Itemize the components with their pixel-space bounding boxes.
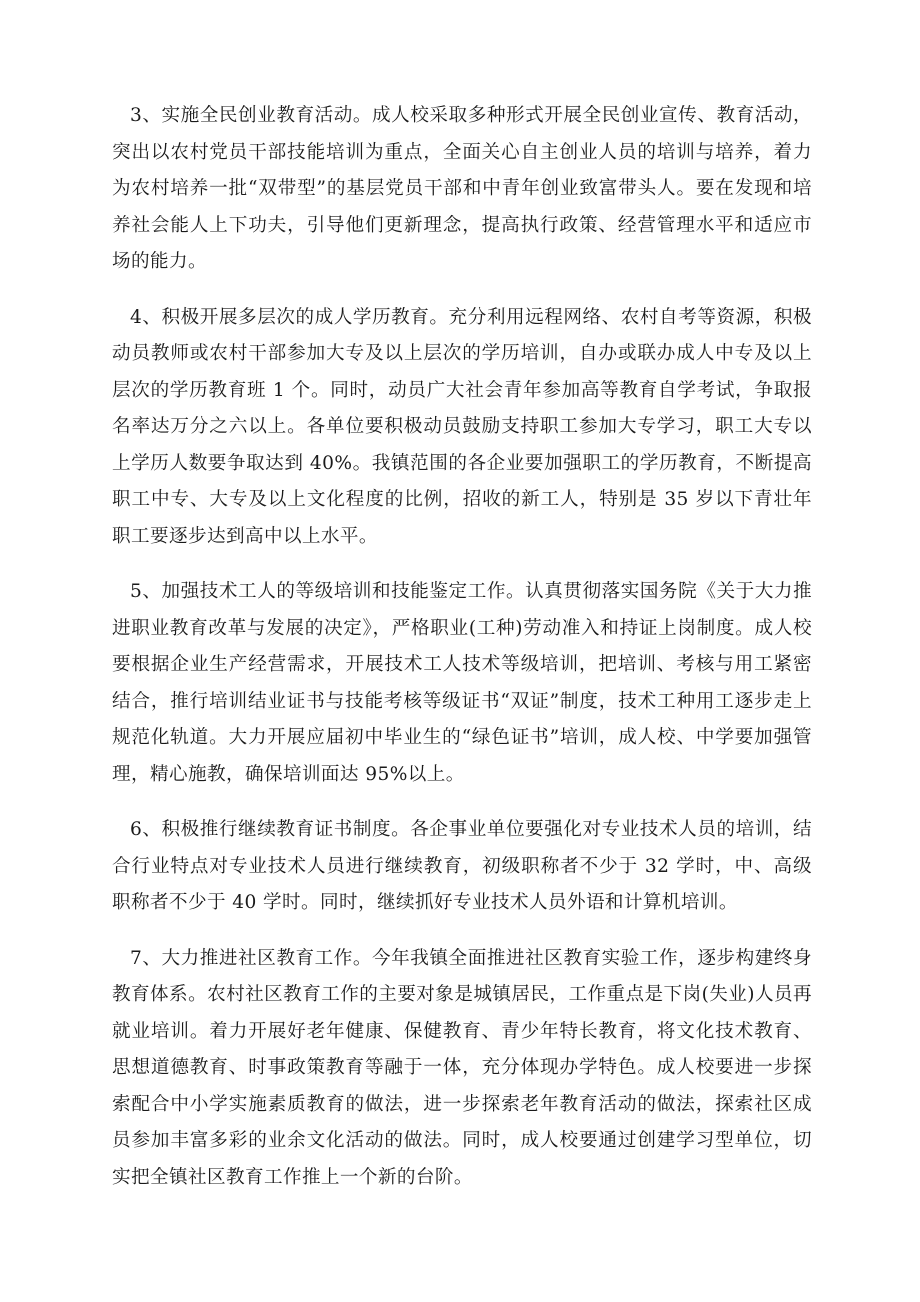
- paragraph-item-5: 5、加强技术工人的等级培训和技能鉴定工作。认真贯彻落实国务院《关于大力推进职业教育改革与发展的决定》，严格职业(工种)劳动准入和持证上岗制度。成人校要根据企业生产经营需求，开展技术工人技术等级培训，把培训、考核与用工紧密结合，推行培训结业证书与技能考核等级证书“双证”制度，技术工种用工逐步走上规范化轨道。大力开展应届初中毕业生的“绿色证书”培训，成人校、中学要加强管理，精心施教，确保培训面达 95%以上。: [112, 581, 812, 785]
- paragraph-item-7: 7、大力推进社区教育工作。今年我镇全面推进社区教育实验工作，逐步构建终身教育体系。农村社区教育工作的主要对象是城镇居民，工作重点是下岗(失业)人员再就业培训。着力开展好老年健康、保健教育、青少年特长教育，将文化技术教育、思想道德教育、时事政策教育等融于一体，充分体现办学特色。成人校要进一步探索配合中小学实施素质教育的做法，进一步探索老年教育活动的做法，探索社区成员参加丰富多彩的业余文化活动的做法。同时，成人校要通过创建学习型单位，切实把全镇社区教育工作推上一个新的台阶。: [112, 947, 812, 1188]
- paragraph-item-4: 4、积极开展多层次的成人学历教育。充分利用远程网络、农村自考等资源，积极动员教师或农村干部参加大专及以上层次的学历培训，自办或联办成人中专及以上层次的学历教育班 1 个。同时，动员广大社会青年参加高等教育自学考试，争取报名率达万分之六以上。各单位要积极动员鼓励支持职工参加大专学习，职工大专以上学历人数要争取达到 40%。我镇范围的各企业要加强职工的学历教育，不断提高职工中专、大专及以上文化程度的比例，招收的新工人，特别是 35 岁以下青壮年职工要逐步达到高中以上水平。: [112, 306, 812, 547]
- paragraph-item-3: 3、实施全民创业教育活动。成人校采取多种形式开展全民创业宣传、教育活动，突出以农村党员干部技能培训为重点，全面关心自主创业人员的培训与培养，着力为农村培养一批“双带型”的基层党员干部和中青年创业致富带头人。要在发现和培养社会能人上下功夫，引导他们更新理念，提高执行政策、经营管理水平和适应市场的能力。: [112, 105, 812, 272]
- document-body: [112, 98, 812, 1215]
- paragraph-item-6: 6、积极推行继续教育证书制度。各企事业单位要强化对专业技术人员的培训，结合行业特点对专业技术人员进行继续教育，初级职称者不少于 32 学时，中、高级职称者不少于 40 学时。同时，继续抓好专业技术人员外语和计算机培训。: [112, 819, 812, 913]
